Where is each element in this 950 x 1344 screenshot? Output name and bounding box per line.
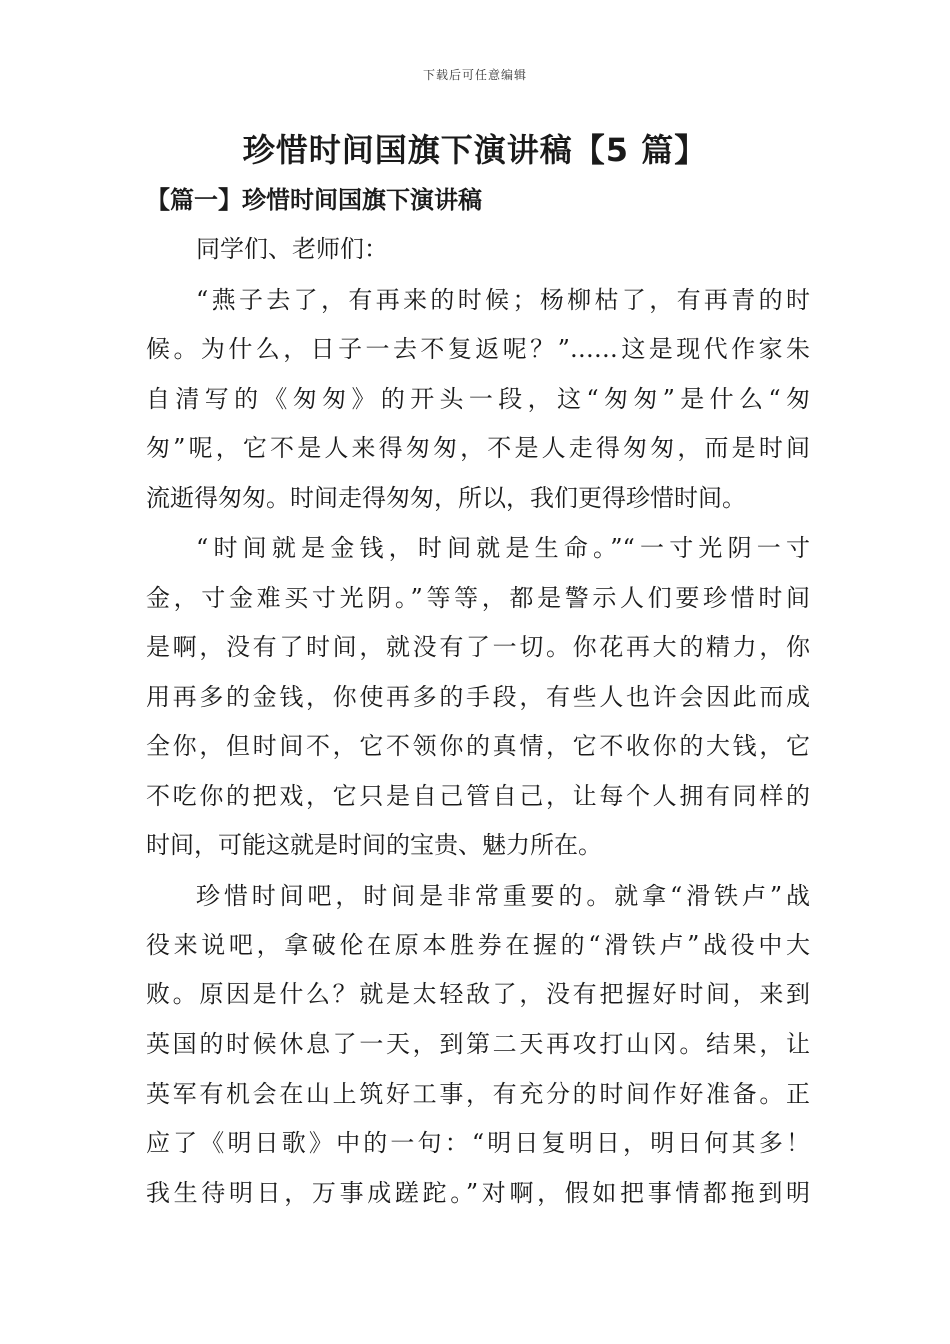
paragraph-line: 全你，但时间不，它不领你的真情，它不收你的大钱，它 — [146, 732, 810, 760]
paragraph-line: 珍惜时间吧，时间是非常重要的。就拿“滑铁卢”战 — [196, 882, 810, 910]
paragraph-line: 候。为什么，日子一去不复返呢？”……这是现代作家朱 — [146, 335, 810, 363]
header-note: 下载后可任意编辑 — [422, 68, 527, 82]
paragraph-line: “时间就是金钱，时间就是生命。”“一寸光阴一寸 — [196, 534, 810, 562]
paragraph-line: “燕子去了，有再来的时候；杨柳枯了，有再青的时 — [196, 286, 810, 314]
paragraph-line: 败。原因是什么？就是太轻敌了，没有把握好时间，来到 — [146, 980, 810, 1008]
section-heading: 【篇一】珍惜时间国旗下演讲稿 — [146, 185, 482, 214]
paragraph-line: 用再多的金钱，你使再多的手段，有些人也许会因此而成 — [146, 683, 810, 711]
paragraph-line: 自清写的《匆匆》的开头一段，这“匆匆”是什么“匆 — [146, 385, 810, 413]
greeting-line: 同学们、老师们： — [196, 235, 388, 263]
paragraph-line: 役来说吧，拿破伦在原本胜券在握的“滑铁卢”战役中大 — [146, 931, 810, 959]
paragraph-line: 不吃你的把戏，它只是自己管自己，让每个人拥有同样的 — [146, 782, 810, 810]
paragraph-line: 应了《明日歌》中的一句：“明日复明日，明日何其多！ — [146, 1129, 810, 1157]
paragraph-line: 流逝得匆匆。时间走得匆匆，所以，我们更得珍惜时间。 — [146, 484, 746, 512]
paragraph-line: 英国的时候休息了一天，到第二天再攻打山冈。结果，让 — [146, 1030, 810, 1058]
paragraph-line: 金，寸金难买寸光阴。”等等，都是警示人们要珍惜时间 — [146, 584, 810, 612]
paragraph-line: 匆”呢，它不是人来得匆匆，不是人走得匆匆，而是时间 — [146, 434, 810, 462]
paragraph-line: 是啊，没有了时间，就没有了一切。你花再大的精力，你 — [146, 633, 810, 661]
paragraph-line: 英军有机会在山上筑好工事，有充分的时间作好准备。正 — [146, 1080, 810, 1108]
document-title: 珍惜时间国旗下演讲稿【5 篇】 — [242, 131, 708, 169]
paragraph-line: 时间，可能这就是时间的宝贵、魅力所在。 — [146, 831, 602, 859]
paragraph-line: 我生待明日，万事成蹉跎。”对啊，假如把事情都拖到明 — [146, 1179, 810, 1207]
